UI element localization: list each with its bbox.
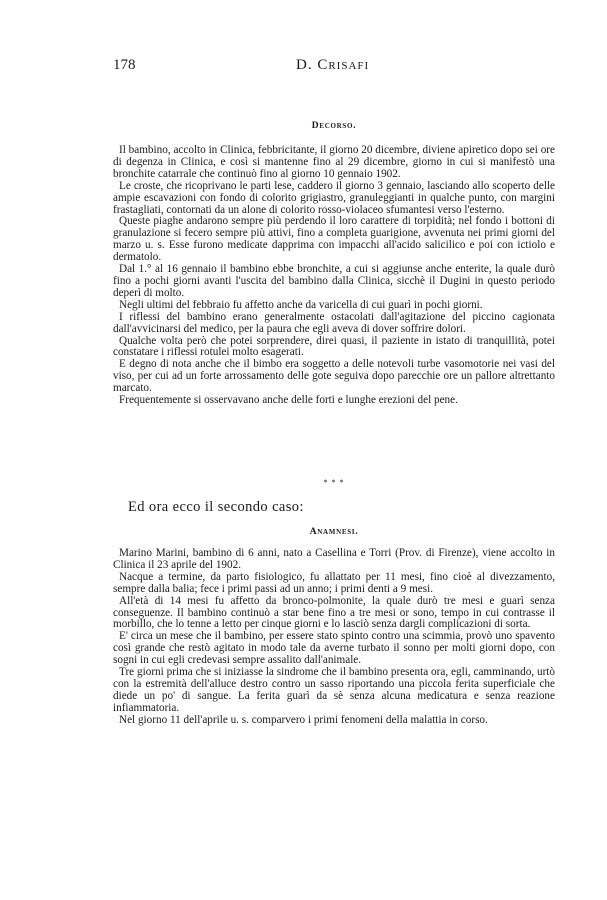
- paragraph: Qualche volta però che potei sorprendere, direi quasi, il paziente in istato di tranquillità, potei constatare i riflessi rotulei molto esagerati.: [113, 334, 555, 359]
- section-separator-asterisks: * * *: [323, 478, 345, 487]
- section-heading-decorso: Decorso.: [311, 121, 357, 131]
- case-title: Ed ora ecco il secondo caso:: [128, 499, 304, 515]
- section-body-decorso: [113, 145, 555, 407]
- paragraph: Dal 1.° al 16 gennaio il bambino ebbe bronchite, a cui si aggiunse anche enterite, la quale durò fino a pochi giorni avanti l'uscita del bambino dalla Clinica, sicchè il Dugini in questo periodo deperì di molto.: [113, 263, 555, 299]
- paragraph: Tre giorni prima che si iniziasse la sindrome che il bambino presenta ora, egli, camminando, urtò con la estremità dell'alluce destro contro un sasso riportando una piccola ferita superficiale che diede un po' di sangue. La ferita guarì da sè senza alcuna medicatura e senza reazione infiammatoria.: [113, 666, 555, 714]
- paragraph: Queste piaghe andarono sempre più perdendo il loro carattere di torpidità; nel fondo i bottoni di granulazione si fecero sempre più attivi, fino a completa guarigione, avvenuta nei primi giorni del marzo u. s. Esse furono medicate dapprima con impacchi all'acido salicilico e poi con ictiolo e dermatolo.: [113, 215, 555, 264]
- paragraph: Frequentemente si osservavano anche delle forti e lunghe erezioni del pene.: [119, 394, 458, 407]
- paragraph: All'età di 14 mesi fu affetto da bronco-polmonite, la quale durò tre mesi e guarì senza conseguenze. Il bambino continuò a star bene fino a tre mesi or sono, tempo in cui contrasse il morbillo, che lo tenne a letto per cinque giorni e lo lasciò senza dargli complicazioni di sorta.: [113, 594, 555, 631]
- section-body-anamnesi: [113, 548, 555, 727]
- author-initial: D. C: [296, 57, 329, 73]
- paragraph: Negli ultimi del febbraio fu affetto anche da varicella di cui guarì in pochi giorni.: [119, 298, 483, 311]
- paragraph: Nel giorno 11 dell'aprile u. s. comparvero i primi fenomeni della malattia in corso.: [119, 713, 488, 726]
- page-header: [0, 57, 607, 79]
- paragraph: I riflessi del bambino erano generalmente ostacolati dall'agitazione del piccino cagionata dall'avvicinarsi del medico, per la paura che egli aveva di dover soffrire dolori.: [113, 310, 555, 335]
- section-heading-anamnesi: Anamnesi.: [309, 527, 359, 537]
- running-head-author: [296, 57, 369, 74]
- paragraph: Marino Marini, bambino di 6 anni, nato a Casellina e Torri (Prov. di Firenze), viene accolto in Clinica il 23 aprile del 1902.: [113, 547, 555, 571]
- page-number: 178: [113, 57, 136, 73]
- paragraph: E' circa un mese che il bambino, per essere stato spinto contro una scimmia, provò uno spavento così grande che restò agitato in modo tale da averne turbato il sonno per molti giorni dopo, con sogni in cui egli credevasi sempre assalito dall'animale.: [113, 630, 555, 667]
- paragraph: Il bambino, accolto in Clinica, febbricitante, il giorno 20 dicembre, diviene apiretico dopo sei ore di degenza in Clinica, e così si mantenne fino al 29 dicembre, giorno in cui si manifestò una bronchite catarrale che continuò fino al giorno 10 gennaio 1902.: [113, 144, 555, 180]
- paragraph: E degno di nota anche che il bimbo era soggetto a delle notevoli turbe vasomotorie nei vasi del viso, per cui ad un forte arrossamento delle gote seguiva dopo parecchie ore un pallore altrettanto marcato.: [113, 358, 555, 395]
- paragraph: Le croste, che ricoprivano le parti lese, caddero il giorno 3 gennaio, lasciando allo scoperto delle ampie escavazioni con fondo di colorito grigiastro, granuleggianti in qualche punto, con margini frastagliati, contornati da un alone di colorito rosso-violaceo sfumantesi verso l'esterno.: [113, 179, 555, 216]
- author-surname: risafi: [328, 57, 370, 73]
- paragraph: Nacque a termine, da parto fisiologico, fu allattato per 11 mesi, fino cioè al divezzamento, sempre dalla balia; fece i primi passi ad un anno; i primi denti a 9 mesi.: [113, 570, 555, 595]
